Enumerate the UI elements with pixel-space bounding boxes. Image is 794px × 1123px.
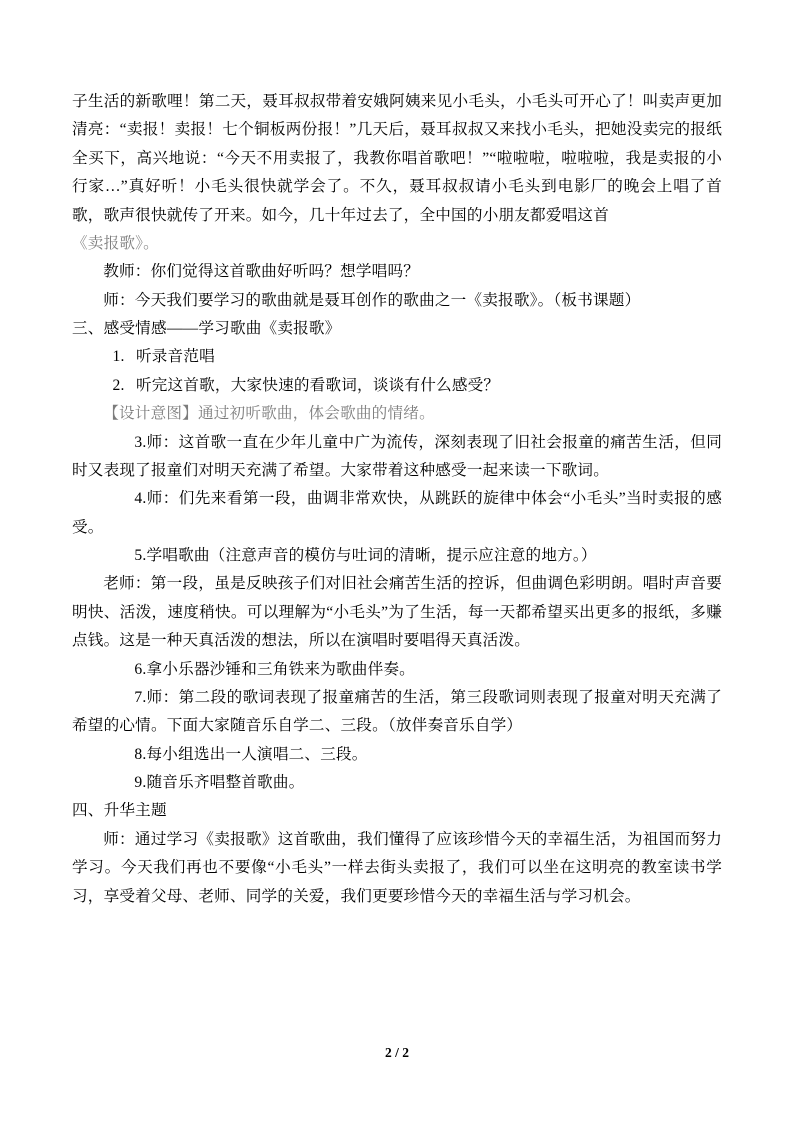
paragraph-teacher-topic: 师：今天我们要学习的歌曲就是聂耳创作的歌曲之一《卖报歌》。（板书课题） [103,291,641,309]
list-item [72,769,722,797]
list-item-label: 听录音范唱 [135,348,215,366]
page-number: 2 / 2 [384,1045,409,1060]
list-item [72,485,722,542]
list-item [72,372,722,400]
heading-section-three: 三、感受情感——学习歌曲《卖报歌》 [72,320,341,337]
paragraph-teacher-question: 教师：你们觉得这首歌曲好听吗？想学唱吗？ [103,263,420,281]
list-item-number: 2. [112,376,125,394]
list-item-label: 师：们先来看第一段，曲调非常欢快，从跳跃的旋律中体会“小毛头”当时卖报的感受。 [72,490,722,536]
paragraph-design-intent: 【设计意图】通过初听歌曲，体会歌曲的情绪。 [103,405,435,423]
list-item-number: 5. [134,547,147,564]
list-item-number: 7. [134,688,147,706]
list-item-label: 拿小乐器沙锤和三角铁来为歌曲伴奏。 [146,660,415,678]
paragraph-story-continuation: 子生活的新歌哩！第二天，聂耳叔叔带着安娥阿姨来见小毛头，小毛头可开心了！叫卖声更加清亮：“卖报！卖报！七个铜板两份报！”几天后，聂耳叔叔又来找小毛头，把她没卖完的报纸全买下，高兴地说：“今天不用卖报了，我教你唱首歌吧！”“啦啦啦，啦啦啦，我是卖报的小行家…”真好听！小毛头很快就学会了。不久，聂耳叔叔请小毛头到电影厂的晚会上唱了首歌，歌声很快就传了开来。如今，几十年过去了，全中国的小朋友都爱唱这首 [72,93,722,224]
list-item-number: 3. [134,433,147,451]
list-item-label: 学唱歌曲（注意声音的模仿与吐词的清晰，提示应注意的地方。） [146,547,597,564]
list-item [72,542,722,570]
heading-section-four: 四、升华主题 [72,802,167,820]
list-item-number: 4. [134,490,147,508]
list-item-label: 随音乐齐唱整首歌曲。 [146,774,305,791]
document-body [72,88,722,911]
list-item-number: 1. [112,348,125,366]
list-item-label: 听完这首歌，大家快速的看歌词，谈谈有什么感受？ [135,376,500,394]
list-item [72,343,722,371]
list-item-label: 师：第二段的歌词表现了报童痛苦的生活，第三段歌词则表现了报童对明天充满了希望的心情。下面大家随音乐自学二、三段。（放伴奏音乐自学） [72,688,722,735]
paragraph-conclusion: 师：通过学习《卖报歌》这首歌曲，我们懂得了应该珍惜今天的幸福生活，为祖国而努力学习。今天我们再也不要像“小毛头”一样去街头卖报了，我们可以坐在这明亮的教室读书学习，享受着父母、老师、同学的关爱，我们更要珍惜今天的幸福生活与学习机会。 [72,830,722,905]
paragraph-teacher-explanation: 老师：第一段，虽是反映孩子们对旧社会痛苦生活的控诉，但曲调色彩明朗。唱时声音要明快、活泼，速度稍快。可以理解为“小毛头”为了生活，每一天都希望买出更多的报纸，多赚点钱。这是一种天真活泼的想法，所以在演唱时要唱得天真活泼。 [72,575,722,650]
list-item [72,656,722,684]
list-item-label: 每小组选出一人演唱二、三段。 [146,745,368,763]
list-item [72,684,722,741]
list-item-number: 6. [134,660,147,678]
list-item-number: 8. [134,745,147,763]
list-item-number: 9. [134,774,147,791]
list-item [72,741,722,769]
paragraph-song-title-mention: 《卖报歌》。 [72,234,159,252]
list-item-label: 师：这首歌一直在少年儿童中广为流传，深刻表现了旧社会报童的痛苦生活，但同时又表现了报童们对明天充满了希望。大家带着这种感受一起来读一下歌词。 [72,433,722,479]
list-item [72,429,722,486]
